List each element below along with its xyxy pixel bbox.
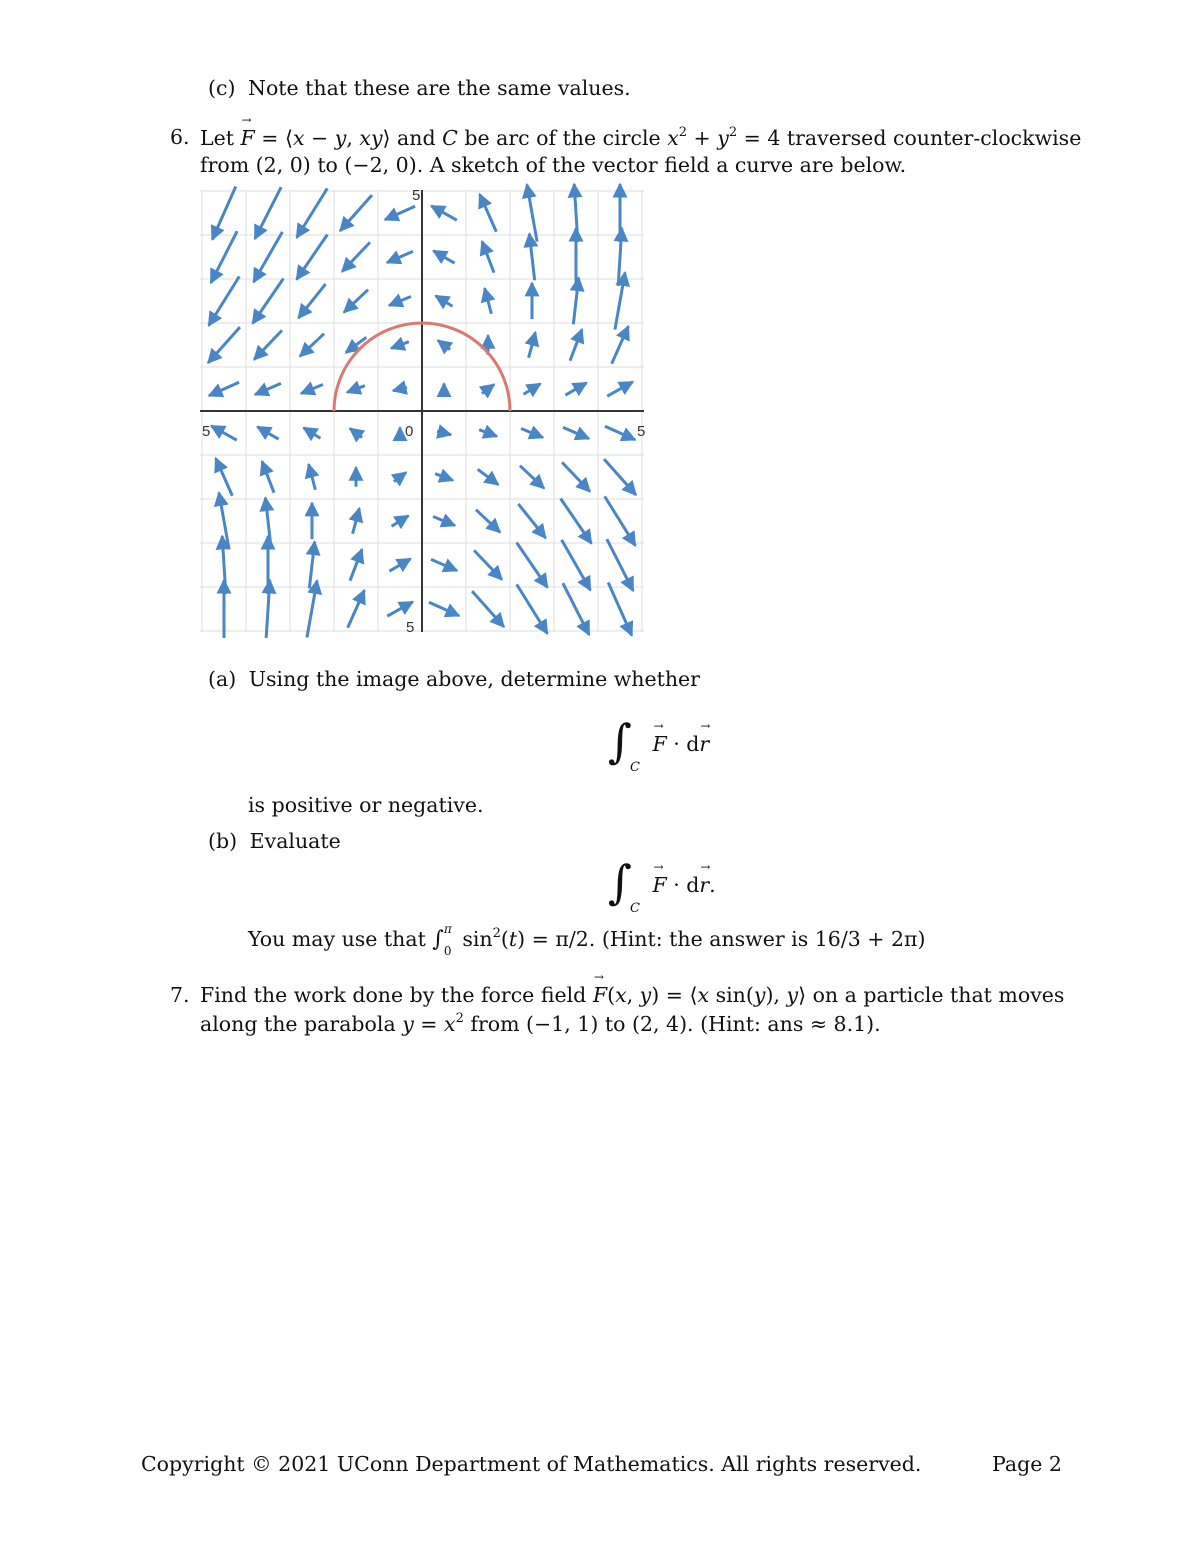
vector-arrow bbox=[485, 288, 492, 313]
vector-arrow bbox=[529, 234, 534, 281]
part-a-after: is positive or negative. bbox=[248, 793, 484, 817]
vector-arrow bbox=[563, 583, 589, 635]
tick-label-bottom: 5 bbox=[406, 619, 415, 636]
item-c bbox=[208, 76, 631, 100]
vector-arrow bbox=[433, 516, 455, 525]
vector-arrow bbox=[607, 539, 633, 591]
vector-arrow bbox=[309, 542, 314, 589]
integral-sign: ∫ bbox=[608, 855, 632, 909]
vector-arrow bbox=[307, 580, 317, 637]
vector-field-figure bbox=[200, 187, 646, 636]
vector-arrow bbox=[605, 496, 636, 545]
vector-arrow bbox=[254, 232, 283, 282]
vector-arrow bbox=[605, 426, 635, 440]
vector-arrow bbox=[607, 382, 633, 396]
vector-arrow bbox=[350, 428, 362, 437]
part-b-label: (b) bbox=[208, 829, 238, 853]
vector-arrow bbox=[255, 383, 281, 394]
vector-arrow bbox=[385, 206, 415, 220]
vector-arrow bbox=[517, 584, 548, 633]
vector-arrow bbox=[298, 284, 325, 318]
vector-arrow bbox=[431, 559, 457, 570]
vector-arrow bbox=[391, 342, 409, 349]
part-a-label: (a) bbox=[208, 667, 237, 691]
vector-arrow bbox=[212, 186, 236, 239]
vector-arrow bbox=[211, 231, 237, 283]
vector-arrow bbox=[219, 492, 229, 549]
problem-7-number: 7. bbox=[170, 983, 190, 1007]
vector-arrow bbox=[520, 466, 544, 489]
vector-arrow bbox=[348, 590, 365, 627]
vector-arrow bbox=[562, 540, 591, 590]
vector-arrow bbox=[340, 195, 372, 231]
vector-arrow bbox=[436, 296, 453, 307]
vector-arrow bbox=[347, 386, 365, 393]
vector-arrow bbox=[529, 332, 536, 357]
vector-arrow bbox=[344, 290, 368, 313]
vector-arrow bbox=[604, 459, 636, 495]
vector-arrow bbox=[309, 464, 316, 489]
part-b-integral: $\int_C \to F \cdot d\to r$. bbox=[608, 853, 716, 902]
vector-arrow bbox=[561, 499, 592, 544]
part-b-text: Evaluate bbox=[249, 829, 341, 853]
vector-arrow bbox=[297, 235, 328, 280]
vector-arrow bbox=[608, 582, 632, 635]
vector-arrow bbox=[562, 462, 590, 491]
item-c-text: Note that these are the same values. bbox=[248, 76, 631, 100]
vector-arrow bbox=[393, 387, 407, 390]
vector-arrow bbox=[521, 428, 543, 437]
vector-arrow bbox=[517, 543, 548, 588]
vector-arrow bbox=[389, 559, 410, 571]
vector-arrow bbox=[615, 272, 625, 329]
vector-arrow bbox=[353, 508, 360, 533]
problem-6-line-2: from (2, 0) to (−2, 0). A sketch of the vector field a curve are below. bbox=[200, 153, 907, 177]
vector-arrow bbox=[437, 431, 451, 434]
problem-6-number: 6. bbox=[170, 125, 190, 149]
vector-arrow bbox=[482, 241, 494, 272]
vector-arrow bbox=[387, 251, 413, 262]
part-a bbox=[208, 667, 700, 691]
vector-arrow bbox=[254, 330, 282, 359]
vector-arrow bbox=[438, 340, 450, 349]
tick-label-top: 5 bbox=[412, 187, 421, 204]
vector-arrow bbox=[301, 384, 323, 393]
part-b bbox=[208, 829, 341, 853]
vector-arrow bbox=[392, 516, 409, 527]
vector-arrow bbox=[474, 550, 502, 579]
vector-arrow bbox=[563, 427, 589, 438]
vector-arrow bbox=[429, 602, 459, 616]
footer-page-number: Page 2 bbox=[992, 1452, 1062, 1476]
vector-arrow bbox=[253, 279, 284, 324]
vector-arrow bbox=[527, 184, 537, 241]
vector-arrow bbox=[211, 426, 237, 440]
vector-arrow bbox=[518, 504, 545, 538]
item-c-label: (c) bbox=[208, 76, 236, 100]
vector-arrow bbox=[300, 334, 324, 357]
problem-7-line-1: Find the work done by the force field → F(x, y) = ⟨x sin(y), y⟩ on a particle that moves bbox=[200, 983, 1064, 1007]
tick-label-right: 5 bbox=[637, 423, 646, 440]
vector-arrow bbox=[389, 296, 411, 305]
vector-arrow bbox=[479, 430, 497, 437]
vector-arrow bbox=[255, 187, 281, 239]
part-b-hint: You may use that ∫ π 0 $\sin^2(t) = \pi/2$. (Hint: the answer is 16/3 + 2π) bbox=[248, 922, 926, 958]
vector-arrow bbox=[476, 510, 500, 533]
vector-arrow bbox=[478, 469, 499, 484]
vector-arrow bbox=[612, 326, 629, 363]
vector-arrow bbox=[209, 276, 240, 325]
problem-7-line-2: along the parabola $y = x^2$ from (−1, 1) to (2, 4). (Hint: ans ≈ 8.1). bbox=[200, 1011, 881, 1036]
vector-arrow bbox=[394, 472, 406, 481]
vector-arrow bbox=[342, 242, 370, 271]
vector-arrow bbox=[208, 327, 240, 363]
vector-arrow bbox=[472, 591, 504, 627]
problem-6-line-1: Let → F = ⟨x − y, xy⟩ and C be arc of the circle $x^2 + y^2 = 4$ traversed counter-clockwise bbox=[200, 125, 1081, 150]
tick-label-left: 5 bbox=[202, 423, 211, 440]
vector-arrow bbox=[433, 251, 454, 263]
vector-arrow bbox=[431, 206, 457, 220]
integral-sign: ∫ bbox=[608, 714, 632, 768]
vector-arrow bbox=[480, 194, 497, 231]
vector-F: → F bbox=[241, 126, 255, 150]
vector-arrow bbox=[257, 427, 278, 439]
tick-label-origin: 0 bbox=[405, 423, 414, 440]
vector-arrow bbox=[524, 384, 541, 395]
vector-arrow bbox=[216, 458, 233, 495]
vector-arrow bbox=[387, 602, 413, 616]
part-a-integral: $\int_C \to F \cdot d\to r$ bbox=[608, 712, 709, 761]
vector-arrow bbox=[570, 329, 582, 360]
vector-arrow bbox=[304, 428, 321, 439]
vector-arrow bbox=[297, 188, 328, 237]
vector-arrow bbox=[350, 549, 362, 580]
vector-arrow bbox=[209, 382, 239, 396]
vector-arrow bbox=[435, 474, 453, 481]
vector-arrow bbox=[565, 383, 586, 395]
footer-copyright: Copyright © 2021 UConn Department of Mathematics. All rights reserved. bbox=[141, 1452, 922, 1476]
vector-arrow bbox=[262, 461, 274, 492]
vector-arrow bbox=[482, 384, 494, 393]
part-a-text: Using the image above, determine whether bbox=[248, 667, 700, 691]
